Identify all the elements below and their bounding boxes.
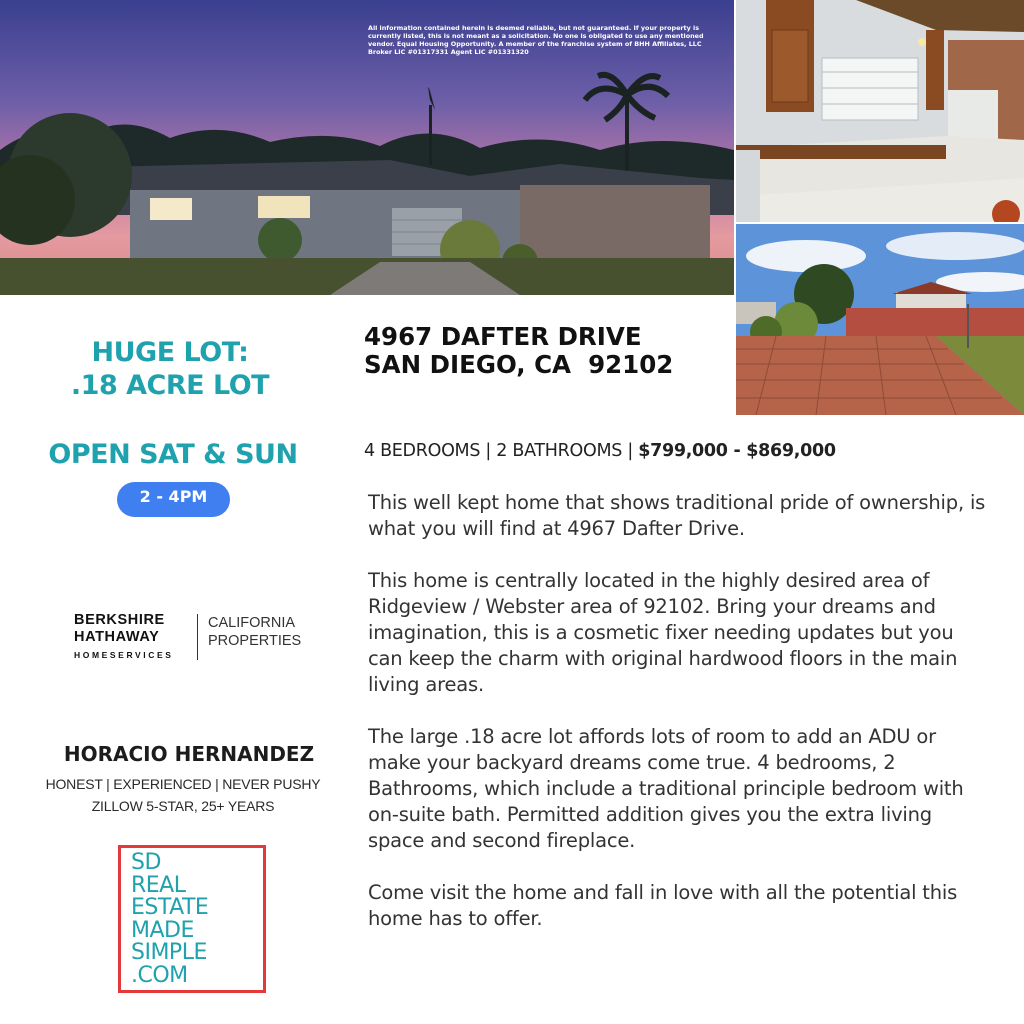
- website-logo-text: SD REAL ESTATE MADE SIMPLE .COM: [131, 850, 209, 988]
- agent-tagline: HONEST | EXPERIENCED | NEVER PUSHY: [45, 776, 321, 792]
- description-paragraph: This well kept home that shows traditional pride of ownership, is what you will find at 4967 Dafter Drive.: [368, 491, 986, 540]
- lot-size-headline: [30, 336, 310, 402]
- open-house-headline: OPEN SAT & SUN: [48, 439, 298, 470]
- description-paragraph: The large .18 acre lot affords lots of room to add an ADU or make your backyard dreams come true. 4 bedrooms, 2 Bathrooms, which include a traditional principle bedroom with on-suite bath. Permitted addition gives you the extra living space and second fireplace.: [368, 725, 964, 852]
- agent-name: HORACIO HERNANDEZ: [63, 742, 315, 766]
- brokerage-name-line3: HOMESERVICES: [74, 650, 174, 660]
- address-city: SAN DIEGO, CA 92102: [364, 350, 674, 379]
- lot-headline-line2: .18 ACRE LOT: [70, 370, 270, 401]
- brokerage-name-line1: BERKSHIRE: [74, 612, 165, 628]
- description-paragraph: Come visit the home and fall in love with all the potential this home has to offer.: [368, 881, 958, 930]
- address-street: 4967 DAFTER DRIVE: [364, 322, 642, 351]
- property-address: [364, 323, 734, 379]
- kitchen-image: [736, 0, 1024, 222]
- website-logo: [118, 845, 266, 993]
- description-paragraph: This home is centrally located in the highly desired area of Ridgeview / Webster area of 92102. Bring your dreams and imagination, this is a cosmetic fixer needing updates but you can keep the charm with original hardwood floors in the main living areas.: [368, 569, 958, 696]
- brokerage-region-line1: CALIFORNIA: [208, 615, 296, 631]
- open-house-time-badge: 2 - 4PM: [117, 482, 230, 517]
- backyard-image: [736, 224, 1024, 415]
- brokerage-name-line2: HATHAWAY: [74, 629, 160, 645]
- property-description: [368, 490, 986, 958]
- legal-disclaimer: All information contained herein is deemed reliable, but not guaranteed. If your property is currently listed, this is not meant as a solicitation. No one is obligated to use any mentioned vendor. Equal Housing Opportunity. A member of the franchise system of BHH Affiliates, LLC Broker LIC #01317331 Agent LIC #01331320: [368, 24, 704, 56]
- beds-baths-text: 4 BEDROOMS | 2 BATHROOMS |: [364, 441, 639, 461]
- price-range: $799,000 - $869,000: [638, 441, 836, 461]
- property-facts: [364, 441, 1024, 461]
- hero-house-photo: [0, 0, 734, 295]
- kitchen-photo: [736, 0, 1024, 222]
- brokerage-logo: [74, 612, 324, 664]
- agent-reviews: ZILLOW 5-STAR, 25+ YEARS: [91, 798, 275, 814]
- lot-headline-line1: HUGE LOT:: [91, 337, 249, 368]
- backyard-photo: [736, 224, 1024, 415]
- brokerage-region-line2: PROPERTIES: [208, 633, 302, 649]
- brokerage-divider: [197, 614, 198, 660]
